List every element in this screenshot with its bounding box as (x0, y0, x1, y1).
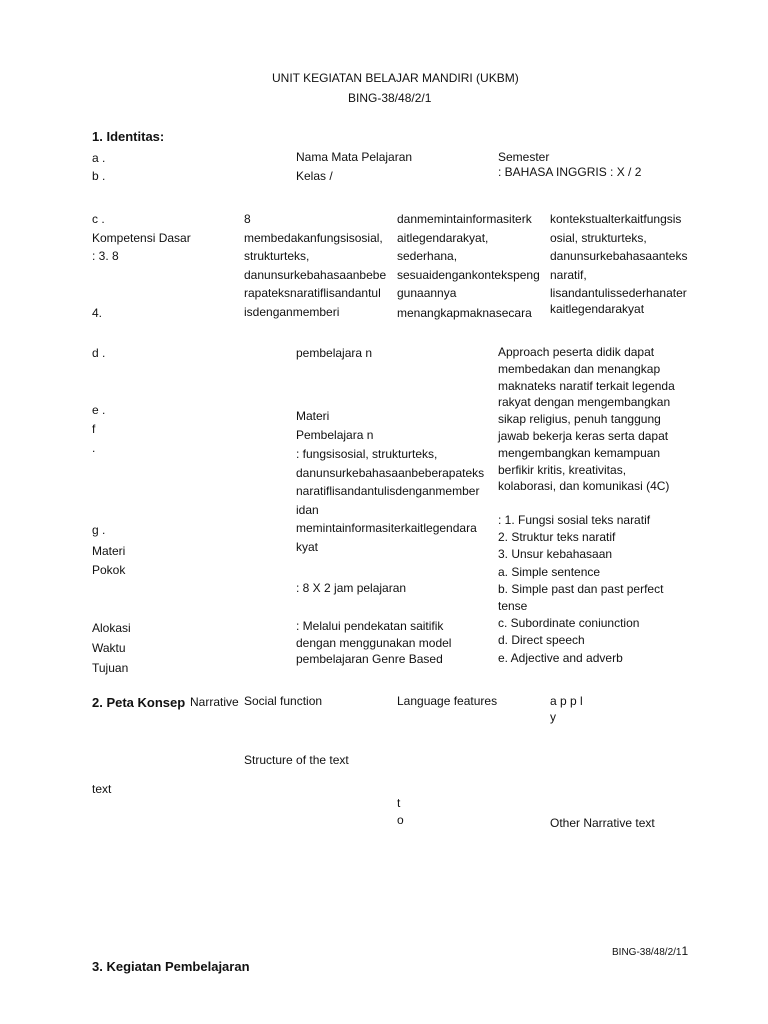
value-alokasi-waktu: : 8 X 2 jam pelajaran (296, 581, 407, 595)
label-dot: . (92, 441, 96, 455)
concept-to: t o (397, 796, 404, 827)
label-e: e . (92, 403, 106, 417)
footer-code: BING-38/48/2/11 (612, 944, 689, 958)
label-g: g . (92, 523, 106, 537)
field-alokasi-waktu-tujuan: Alokasi Waktu Tujuan (92, 621, 131, 675)
value-materi-pembelajaran: : fungsisosial, strukturteks, danunsurkebahasaanbeberapateks naratiflisandantulisdenganmember idan memintainformasiterkaitlegendara kyat (296, 447, 485, 554)
field-pembelajaran: pembelajara n (296, 346, 373, 360)
value-materi-pokok-list: : 1. Fungsi sosial teks naratif 2. Struktur teks naratif 3. Unsur kebahasaan a. Simple sentence b. Simple past dan past perfect tense c. Subordinate coniunction d. Direct speech e. Adjective and adverb (498, 513, 664, 665)
label-b: b . (92, 169, 106, 183)
kd-number-4: 4. (92, 306, 103, 320)
kd-text-col3-end: menangkapmaknasecara (397, 306, 532, 320)
concept-structure: Structure of the text (244, 753, 349, 767)
field-kelas: Kelas / (296, 169, 333, 183)
section-kegiatan-heading: 3. Kegiatan Pembelajaran (92, 959, 250, 974)
kd-text-col4: kontekstualterkaitfungsis osial, strukturteks, danunsurkebahasaanteks naratif, (550, 212, 688, 282)
value-tujuan: : Melalui pendekatan saitifik dengan menggunakan model pembelajaran Genre Based (296, 619, 452, 666)
kd-text-col2: 8 membedakanfungsisosial, strukturteks, danunsurkebahasaanbebe rapateksnaratiflisandantul isdenganmemberi (244, 212, 387, 319)
value-semester: Semester (498, 150, 550, 164)
document-title: UNIT KEGIATAN BELAJAR MANDIRI (UKBM) (272, 71, 519, 85)
concept-text: text (92, 782, 112, 796)
field-materi-pembelajaran: Materi Pembelajara n (296, 409, 374, 442)
label-c: c . (92, 212, 105, 226)
field-materi-pokok: Materi Pokok (92, 544, 126, 577)
value-approach: Approach peserta didik dapat membedakan dan menangkap maknateks naratif terkait legenda rakyat dengan mengembangkan sikap religius, penuh tanggung jawab bekerja keras serta dapat mengembangkan kemampuan berfikir kritis, kreativitas, kolaborasi, dan komunikasi (4C) (498, 345, 675, 494)
section-peta-konsep-heading: 2. Peta Konsep (92, 695, 186, 710)
concept-narrative: Narrative (190, 695, 239, 709)
field-kompetensi-dasar: Kompetensi Dasar (92, 231, 191, 245)
kd-text-col3: danmemintainformasiterk aitlegendarakyat, sederhana, sesuaidengankontekspeng gunaannya (397, 212, 540, 300)
label-a: a . (92, 151, 106, 165)
kd-number: : 3. 8 (92, 249, 119, 263)
concept-apply: a p p l y (550, 694, 583, 724)
label-d: d . (92, 346, 106, 360)
concept-language-features: Language features (397, 694, 498, 708)
value-bahasa-inggris: : BAHASA INGGRIS : X / 2 (498, 165, 642, 179)
field-nama-mata-pelajaran: Nama Mata Pelajaran (296, 150, 413, 164)
concept-social-function: Social function (244, 694, 323, 708)
label-f: f (92, 422, 96, 436)
kd-text-col4-end: lisandantulissederhanater kaitlegendarakyat (550, 286, 687, 316)
document-code: BING-38/48/2/1 (348, 91, 432, 105)
concept-other-narrative: Other Narrative text (550, 816, 655, 830)
page-number: 1 (681, 944, 689, 958)
section-identitas-heading: 1. Identitas: (92, 129, 165, 144)
